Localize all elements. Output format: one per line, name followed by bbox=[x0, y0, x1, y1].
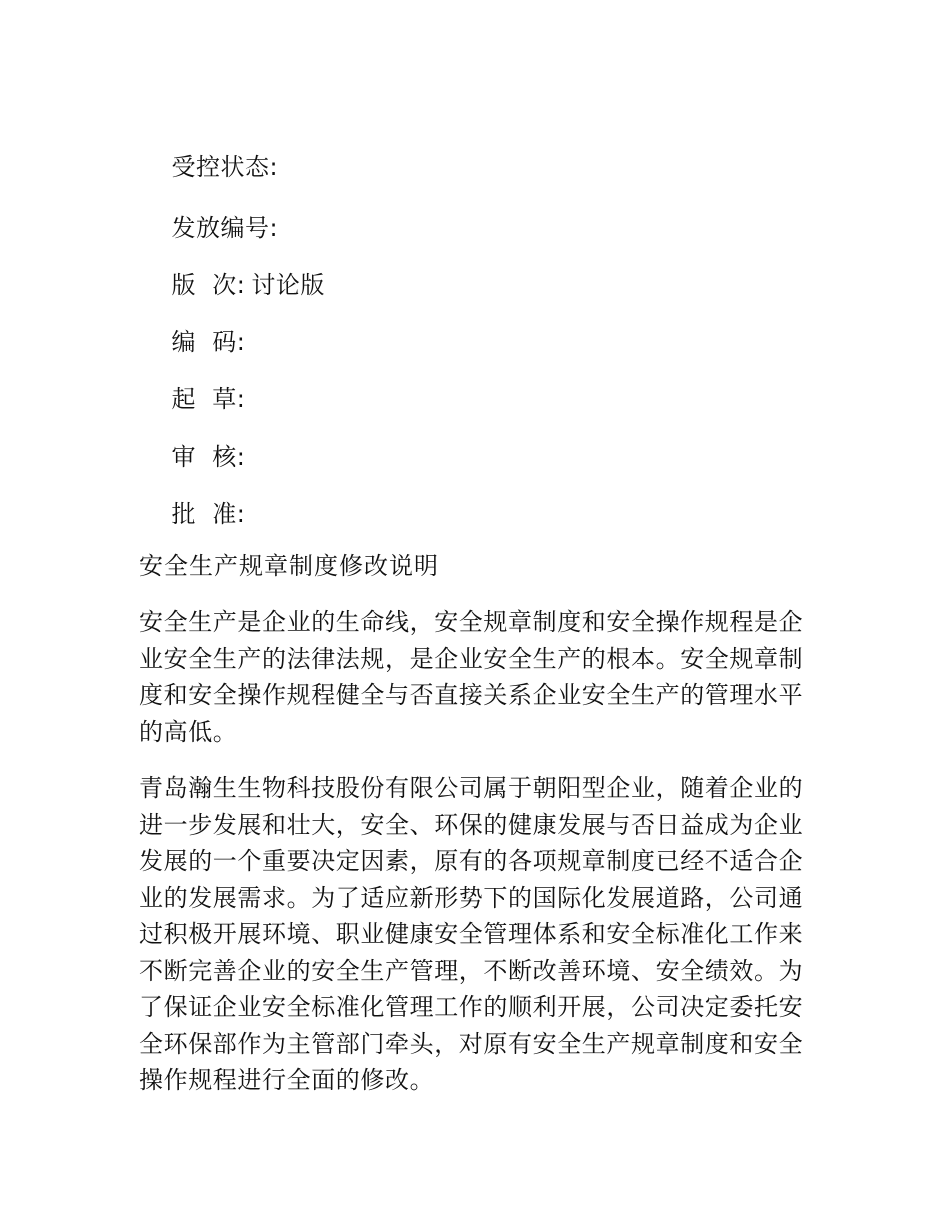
field-label: 受控状态: bbox=[171, 153, 279, 181]
paragraph-line: 全环保部作为主管部门牵头，对原有安全生产规章制度和安全 bbox=[139, 1029, 804, 1058]
paragraph-line: 进一步发展和壮大，安全、环保的健康发展与否日益成为企业 bbox=[139, 810, 804, 839]
field-label: 批 准: bbox=[171, 500, 246, 528]
field-label: 编 码: bbox=[171, 328, 246, 356]
paragraph-1 bbox=[139, 604, 811, 750]
paragraph-line: 度和安全操作规程健全与否直接关系企业安全生产的管理水平 bbox=[139, 681, 804, 709]
paragraph-line: 过积极开展环境、职业健康安全管理体系和安全标准化工作来 bbox=[139, 920, 804, 948]
paragraph-line: 业安全生产的法律法规，是企业安全生产的根本。安全规章制 bbox=[139, 644, 804, 673]
field-label: 起 草: bbox=[171, 385, 246, 413]
section-title: 安全生产规章制度修改说明 bbox=[139, 552, 439, 580]
paragraph-line: 青岛瀚生生物科技股份有限公司属于朝阳型企业，随着企业的 bbox=[139, 774, 804, 802]
paragraph-line: 安全生产是企业的生命线，安全规章制度和安全操作规程是企 bbox=[139, 608, 804, 636]
field-approver bbox=[139, 469, 251, 559]
paragraph-line: 操作规程进行全面的修改。 bbox=[139, 1066, 435, 1094]
field-value: 讨论版 bbox=[251, 271, 325, 299]
paragraph-line: 了保证企业安全标准化管理工作的顺利开展，公司决定委托安 bbox=[139, 993, 804, 1021]
field-label: 发放编号: bbox=[171, 214, 279, 242]
field-label: 版 次: bbox=[171, 271, 246, 299]
field-label: 审 核: bbox=[171, 443, 246, 471]
paragraph-line: 发展的一个重要决定因素，原有的各项规章制度已经不适合企 bbox=[139, 847, 804, 875]
paragraph-line: 的高低。 bbox=[139, 717, 238, 746]
paragraph-line: 业的发展需求。为了适应新形势下的国际化发展道路，公司通 bbox=[139, 883, 804, 912]
paragraph-2 bbox=[139, 770, 811, 1099]
paragraph-line: 不断完善企业的安全生产管理，不断改善环境、安全绩效。为 bbox=[139, 956, 804, 985]
